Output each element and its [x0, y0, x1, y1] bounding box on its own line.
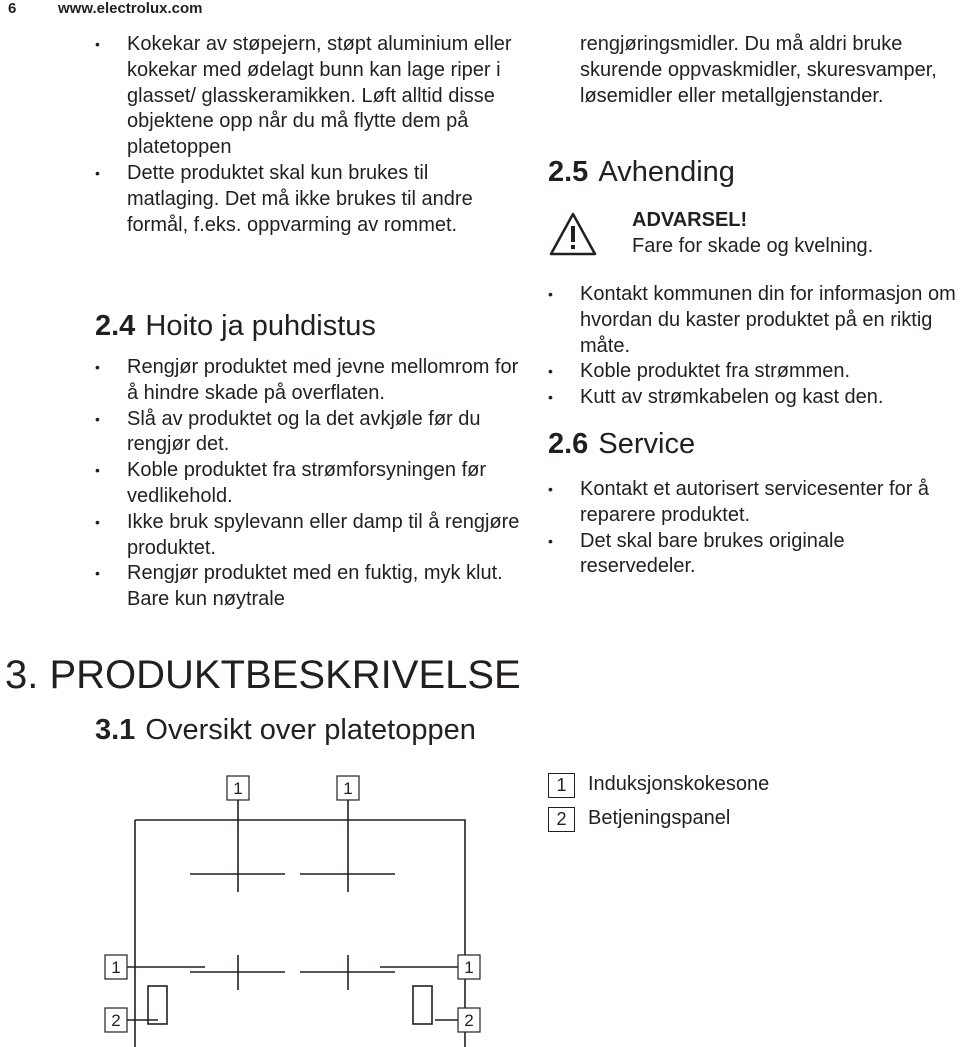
control-panel-left	[148, 986, 167, 1024]
list-item: • Kontakt kommunen din for informasjon om hvordan du kaster produktet på en riktig måte.	[548, 282, 960, 359]
section-heading-2-4	[95, 309, 376, 343]
site-url: www.electrolux.com	[58, 0, 203, 17]
legend-number: 1	[548, 773, 575, 798]
chapter-heading: 3. PRODUKTBESKRIVELSE	[5, 653, 521, 697]
list-item: • Slå av produktet og la det avkjøle før du rengjør det.	[95, 407, 525, 459]
list-item: • Kontakt et autorisert servicesenter for å reparere produktet.	[548, 477, 960, 529]
section-number: 2.4	[95, 310, 136, 342]
legend-row	[548, 770, 948, 804]
page-number: 6	[8, 0, 17, 17]
safety-list	[95, 32, 515, 238]
list-item: • Rengjør produktet med en fuktig, myk klut. Bare kun nøytrale	[95, 561, 525, 613]
warning-text: Fare for skade og kvelning.	[632, 235, 874, 257]
section-number: 2.5	[548, 156, 589, 188]
right-column	[548, 32, 960, 109]
service-list	[548, 477, 960, 580]
warning-title: ADVARSEL!	[632, 209, 748, 231]
page-header	[0, 0, 960, 22]
hob-outline	[135, 820, 465, 1047]
section-number: 3.1	[95, 714, 136, 746]
continued-paragraph: rengjøringsmidler. Du må aldri bruke skurende oppvaskmidler, skuresvamper, løsemidler eller metallgjenstander.	[580, 33, 937, 107]
list-item: • Ikke bruk spylevann eller damp til å rengjøre produktet.	[95, 510, 525, 562]
section-heading-3-1	[95, 713, 476, 747]
warning-triangle-icon	[548, 211, 598, 257]
list-item: • Rengjør produktet med jevne mellomrom for å hindre skade på overflaten.	[95, 355, 525, 407]
list-item: • Dette produktet skal kun brukes til matlaging. Det må ikke brukes til andre formål, f.eks. oppvarming av rommet.	[95, 161, 515, 238]
callout-label: 1	[464, 958, 474, 977]
hob-diagram	[80, 770, 520, 1047]
list-item: • Det skal bare brukes originale reservedeler.	[548, 529, 960, 581]
diagram-legend	[548, 770, 948, 838]
legend-row	[548, 804, 948, 838]
section-title: Service	[598, 428, 696, 460]
left-column	[95, 32, 515, 238]
section-heading-2-5	[548, 155, 735, 189]
list-item: • Koble produktet fra strømforsyningen før vedlikehold.	[95, 458, 525, 510]
callout-label: 2	[111, 1011, 121, 1030]
disposal-list	[548, 282, 960, 411]
callout-label: 1	[343, 779, 353, 798]
warning-box	[548, 207, 960, 267]
section-title: Avhending	[598, 156, 735, 188]
callout-label: 1	[111, 958, 121, 977]
section-title: Oversikt over platetoppen	[145, 714, 476, 746]
list-item: • Koble produktet fra strømmen.	[548, 359, 960, 385]
control-panel-right	[413, 986, 432, 1024]
callout-label: 1	[233, 779, 243, 798]
list-item: • Kokekar av støpejern, støpt aluminium eller kokekar med ødelagt bunn kan lage riper i glasset/ glasskeramikken. Løft alltid disse objektene opp når du må flytte dem på platetoppen	[95, 32, 515, 161]
list-item: • Kutt av strømkabelen og kast den.	[548, 385, 960, 411]
section-heading-2-6	[548, 427, 695, 461]
care-cleaning-list	[95, 355, 525, 613]
legend-number: 2	[548, 807, 575, 832]
callout-label: 2	[464, 1011, 474, 1030]
section-title: Hoito ja puhdistus	[145, 310, 376, 342]
legend-label: Induksjonskokesone	[588, 773, 770, 795]
legend-label: Betjeningspanel	[588, 807, 731, 829]
section-number: 2.6	[548, 428, 589, 460]
